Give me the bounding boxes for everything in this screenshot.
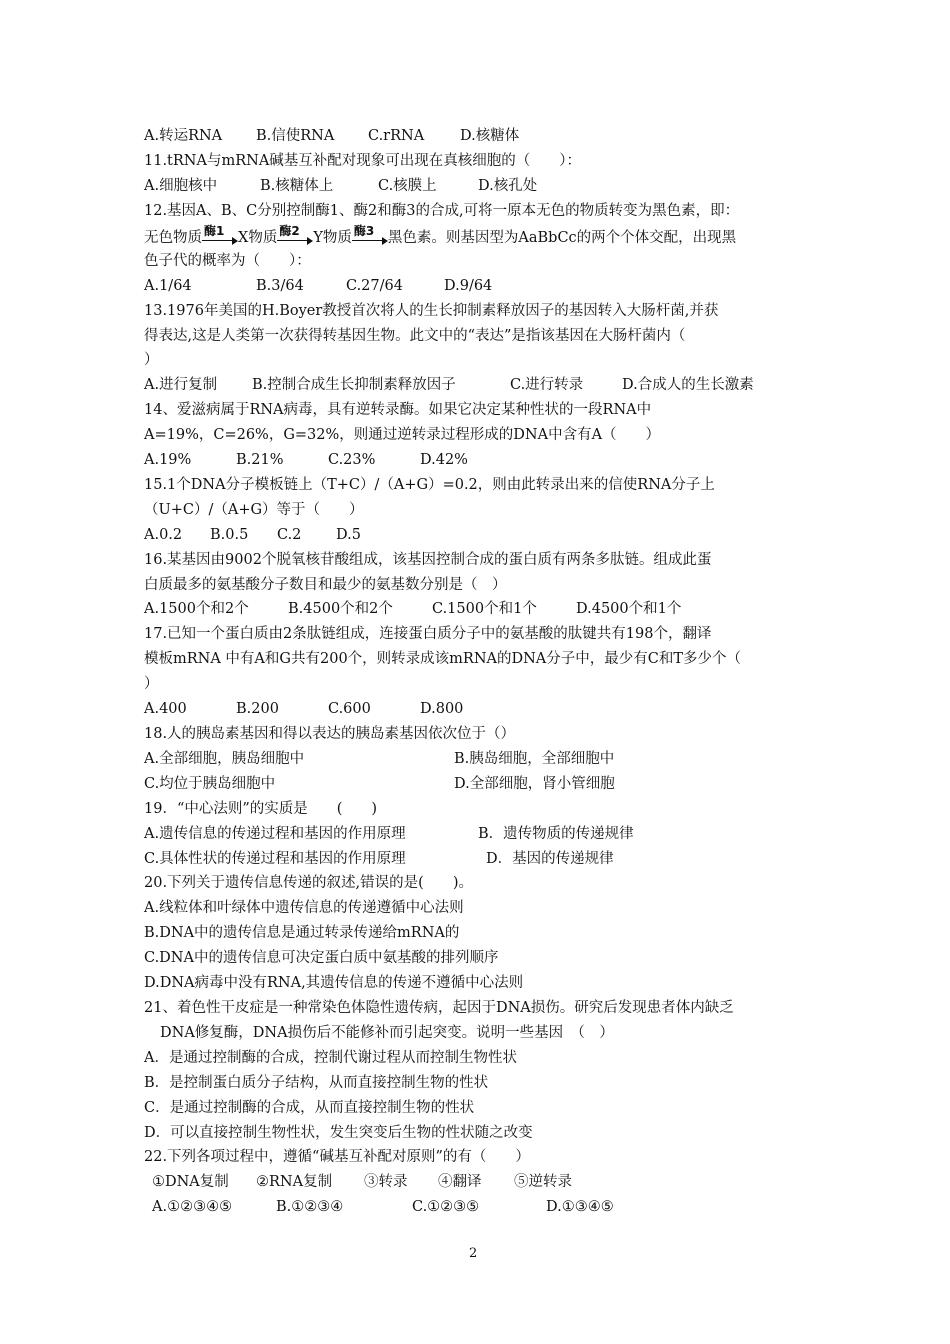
option-a: A.①②③④⑤ [152, 1199, 233, 1215]
enzyme-arrow-1 [202, 224, 238, 248]
question-22-stem: 22.下列各项过程中，遵循“碱基互补配对原则”的有（ ） [144, 1149, 530, 1165]
option-a: A.19% [144, 452, 192, 468]
option-a: A.遗传信息的传递过程和基因的作用原理 [144, 826, 406, 842]
question-17-stem: 17.已知一个蛋白质由2条肽链组成，连接蛋白质分子中的氨基酸的肽键共有198个，翻译 [144, 626, 712, 642]
pathway-text: 黑色素。则基因型为AaBbCc的两个个体交配，出现黑 [387, 230, 737, 246]
question-16-stem: 白质最多的氨基酸分子数目和最少的氨基数分别是（ ） [144, 577, 507, 593]
option-d: D.①③④⑤ [546, 1199, 614, 1215]
pathway-substance: X物质 [238, 230, 278, 246]
option-d: D．基因的传递规律 [486, 851, 614, 867]
option-d: D.全部细胞，肾小管细胞 [454, 776, 615, 792]
option-a: A.1500个和2个 [144, 601, 249, 617]
option-c: C.2 [277, 527, 302, 543]
option-c: C．是通过控制酶的合成，从而直接控制生物的性状 [144, 1100, 475, 1116]
option-d: D.42% [420, 452, 468, 468]
option-c: C.核膜上 [378, 178, 437, 194]
question-11-stem: 11.tRNA与mRNA碱基互补配对现象可出现在真核细胞的（ ）： [144, 153, 582, 169]
pathway-substance: Y物质 [313, 230, 352, 246]
question-15-stem: 15.1个DNA分子模板链上（T+C）/（A+G）=0.2，则由此转录出来的信使RNA分子上 [144, 477, 715, 493]
process-item: ②RNA复制 [256, 1174, 333, 1190]
option-c: C.rRNA [368, 128, 425, 144]
option-b: B.胰岛细胞，全部细胞中 [454, 751, 615, 767]
option-b: B.4500个和2个 [288, 601, 393, 617]
option-c: C.27/64 [346, 278, 403, 294]
option-d: D.800 [420, 701, 464, 717]
option-d: D.9/64 [444, 278, 493, 294]
question-13-stem: 得表达,这是人类第一次获得转基因生物。此文中的“表达”是指该基因在大肠杆菌内（ [144, 328, 686, 344]
question-15-stem: （U+C）/（A+G）等于（ ） [144, 502, 364, 518]
option-a: A．是通过控制酶的合成，控制代谢过程从而控制生物性状 [144, 1050, 517, 1066]
option-c: C.①②③⑤ [412, 1199, 480, 1215]
enzyme-label: 酶3 [353, 224, 375, 238]
question-13-stem: ） [144, 352, 159, 368]
question-19-stem: 19．“中心法则”的实质是 ( ) [144, 801, 378, 817]
option-c: C.600 [328, 701, 371, 717]
process-item: ①DNA复制 [152, 1174, 229, 1190]
option-b: B.核糖体上 [260, 178, 334, 194]
enzyme-label: 酶1 [204, 224, 225, 238]
process-item: ④翻译 [438, 1174, 482, 1190]
option-a: A.转运RNA [144, 128, 223, 144]
option-c: C.具体性状的传递过程和基因的作用原理 [144, 851, 406, 867]
option-b: B.21% [236, 452, 284, 468]
option-a: A.细胞核中 [144, 178, 218, 194]
option-b: B.控制合成生长抑制素释放因子 [252, 377, 456, 393]
option-a: A.线粒体和叶绿体中遗传信息的传递遵循中心法则 [144, 900, 464, 916]
option-a: A.0.2 [144, 527, 183, 543]
option-b: B.3/64 [256, 278, 304, 294]
option-b: B.200 [236, 701, 279, 717]
process-item: ③转录 [364, 1174, 408, 1190]
question-12-stem: 12.基因A、B、C分别控制酶1、酶2和酶3的合成,可将一原本无色的物质转变为黑色素，即： [144, 203, 740, 219]
enzyme-arrow-2 [277, 224, 313, 248]
process-item: ⑤逆转录 [514, 1174, 572, 1190]
question-12-pathway [144, 224, 737, 248]
option-b: B.信使RNA [256, 128, 335, 144]
option-b: B．是控制蛋白质分子结构，从而直接控制生物的性状 [144, 1075, 489, 1091]
question-17-stem: ） [144, 676, 159, 692]
option-c: C.DNA中的遗传信息可决定蛋白质中氨基酸的排列顺序 [144, 950, 499, 966]
option-d: D．可以直接控制生物性状，发生突变后生物的性状随之改变 [144, 1125, 533, 1141]
option-c: C.23% [328, 452, 376, 468]
option-d: D.核糖体 [460, 128, 520, 144]
option-a: A.进行复制 [144, 377, 218, 393]
question-21-stem: 21、着色性干皮症是一种常染色体隐性遗传病，起因于DNA损伤。研究后发现患者体内缺乏 [144, 1000, 734, 1016]
option-b: B．遗传物质的传递规律 [478, 826, 634, 842]
option-c: C.1500个和1个 [432, 601, 537, 617]
question-18-stem: 18.人的胰岛素基因和得以表达的胰岛素基因依次位于（） [144, 726, 516, 742]
question-13-stem: 13.1976年美国的H.Boyer教授首次将人的生长抑制素释放因子的基因转入大肠杆菌,并获 [144, 303, 719, 319]
question-16-stem: 16.某基因由9002个脱氧核苷酸组成，该基因控制合成的蛋白质有两条多肽链。组成此蛋 [144, 552, 712, 568]
question-21-stem: DNA修复酶，DNA损伤后不能修补而引起突变。说明一些基因 （ ） [160, 1025, 614, 1041]
option-b: B.①②③④ [276, 1199, 344, 1215]
option-b: B.0.5 [210, 527, 249, 543]
enzyme-label: 酶2 [279, 224, 300, 238]
option-b: B.DNA中的遗传信息是通过转录传递给mRNA的 [144, 925, 460, 941]
question-14-stem: A=19%，C=26%，G=32%，则通过逆转录过程形成的DNA中含有A（ ） [144, 427, 661, 443]
option-d: D.核孔处 [478, 178, 538, 194]
question-20-stem: 20.下列关于遗传信息传递的叙述,错误的是( )。 [144, 875, 473, 891]
option-c: C.均位于胰岛细胞中 [144, 776, 276, 792]
enzyme-arrow-3 [352, 224, 388, 248]
option-a: A.全部细胞，胰岛细胞中 [144, 751, 305, 767]
option-d: D.合成人的生长激素 [622, 377, 754, 393]
option-c: C.进行转录 [510, 377, 584, 393]
option-d: D.5 [336, 527, 361, 543]
option-a: A.400 [144, 701, 187, 717]
pathway-substance: 无色物质 [144, 230, 202, 246]
option-d: D.4500个和1个 [576, 601, 682, 617]
question-12-stem-end: 色子代的概率为（ ）： [144, 253, 311, 269]
option-d: D.DNA病毒中没有RNA,其遗传信息的传递不遵循中心法则 [144, 975, 524, 991]
question-14-stem: 14、爱滋病属于RNA病毒，具有逆转录酶。如果它决定某种性状的一段RNA中 [144, 402, 652, 418]
page-number: 2 [469, 1246, 478, 1261]
question-17-stem: 模板mRNA 中有A和G共有200个，则转录成该mRNA的DNA分子中，最少有C和T多少个（ [144, 651, 742, 667]
option-a: A.1/64 [144, 278, 192, 294]
